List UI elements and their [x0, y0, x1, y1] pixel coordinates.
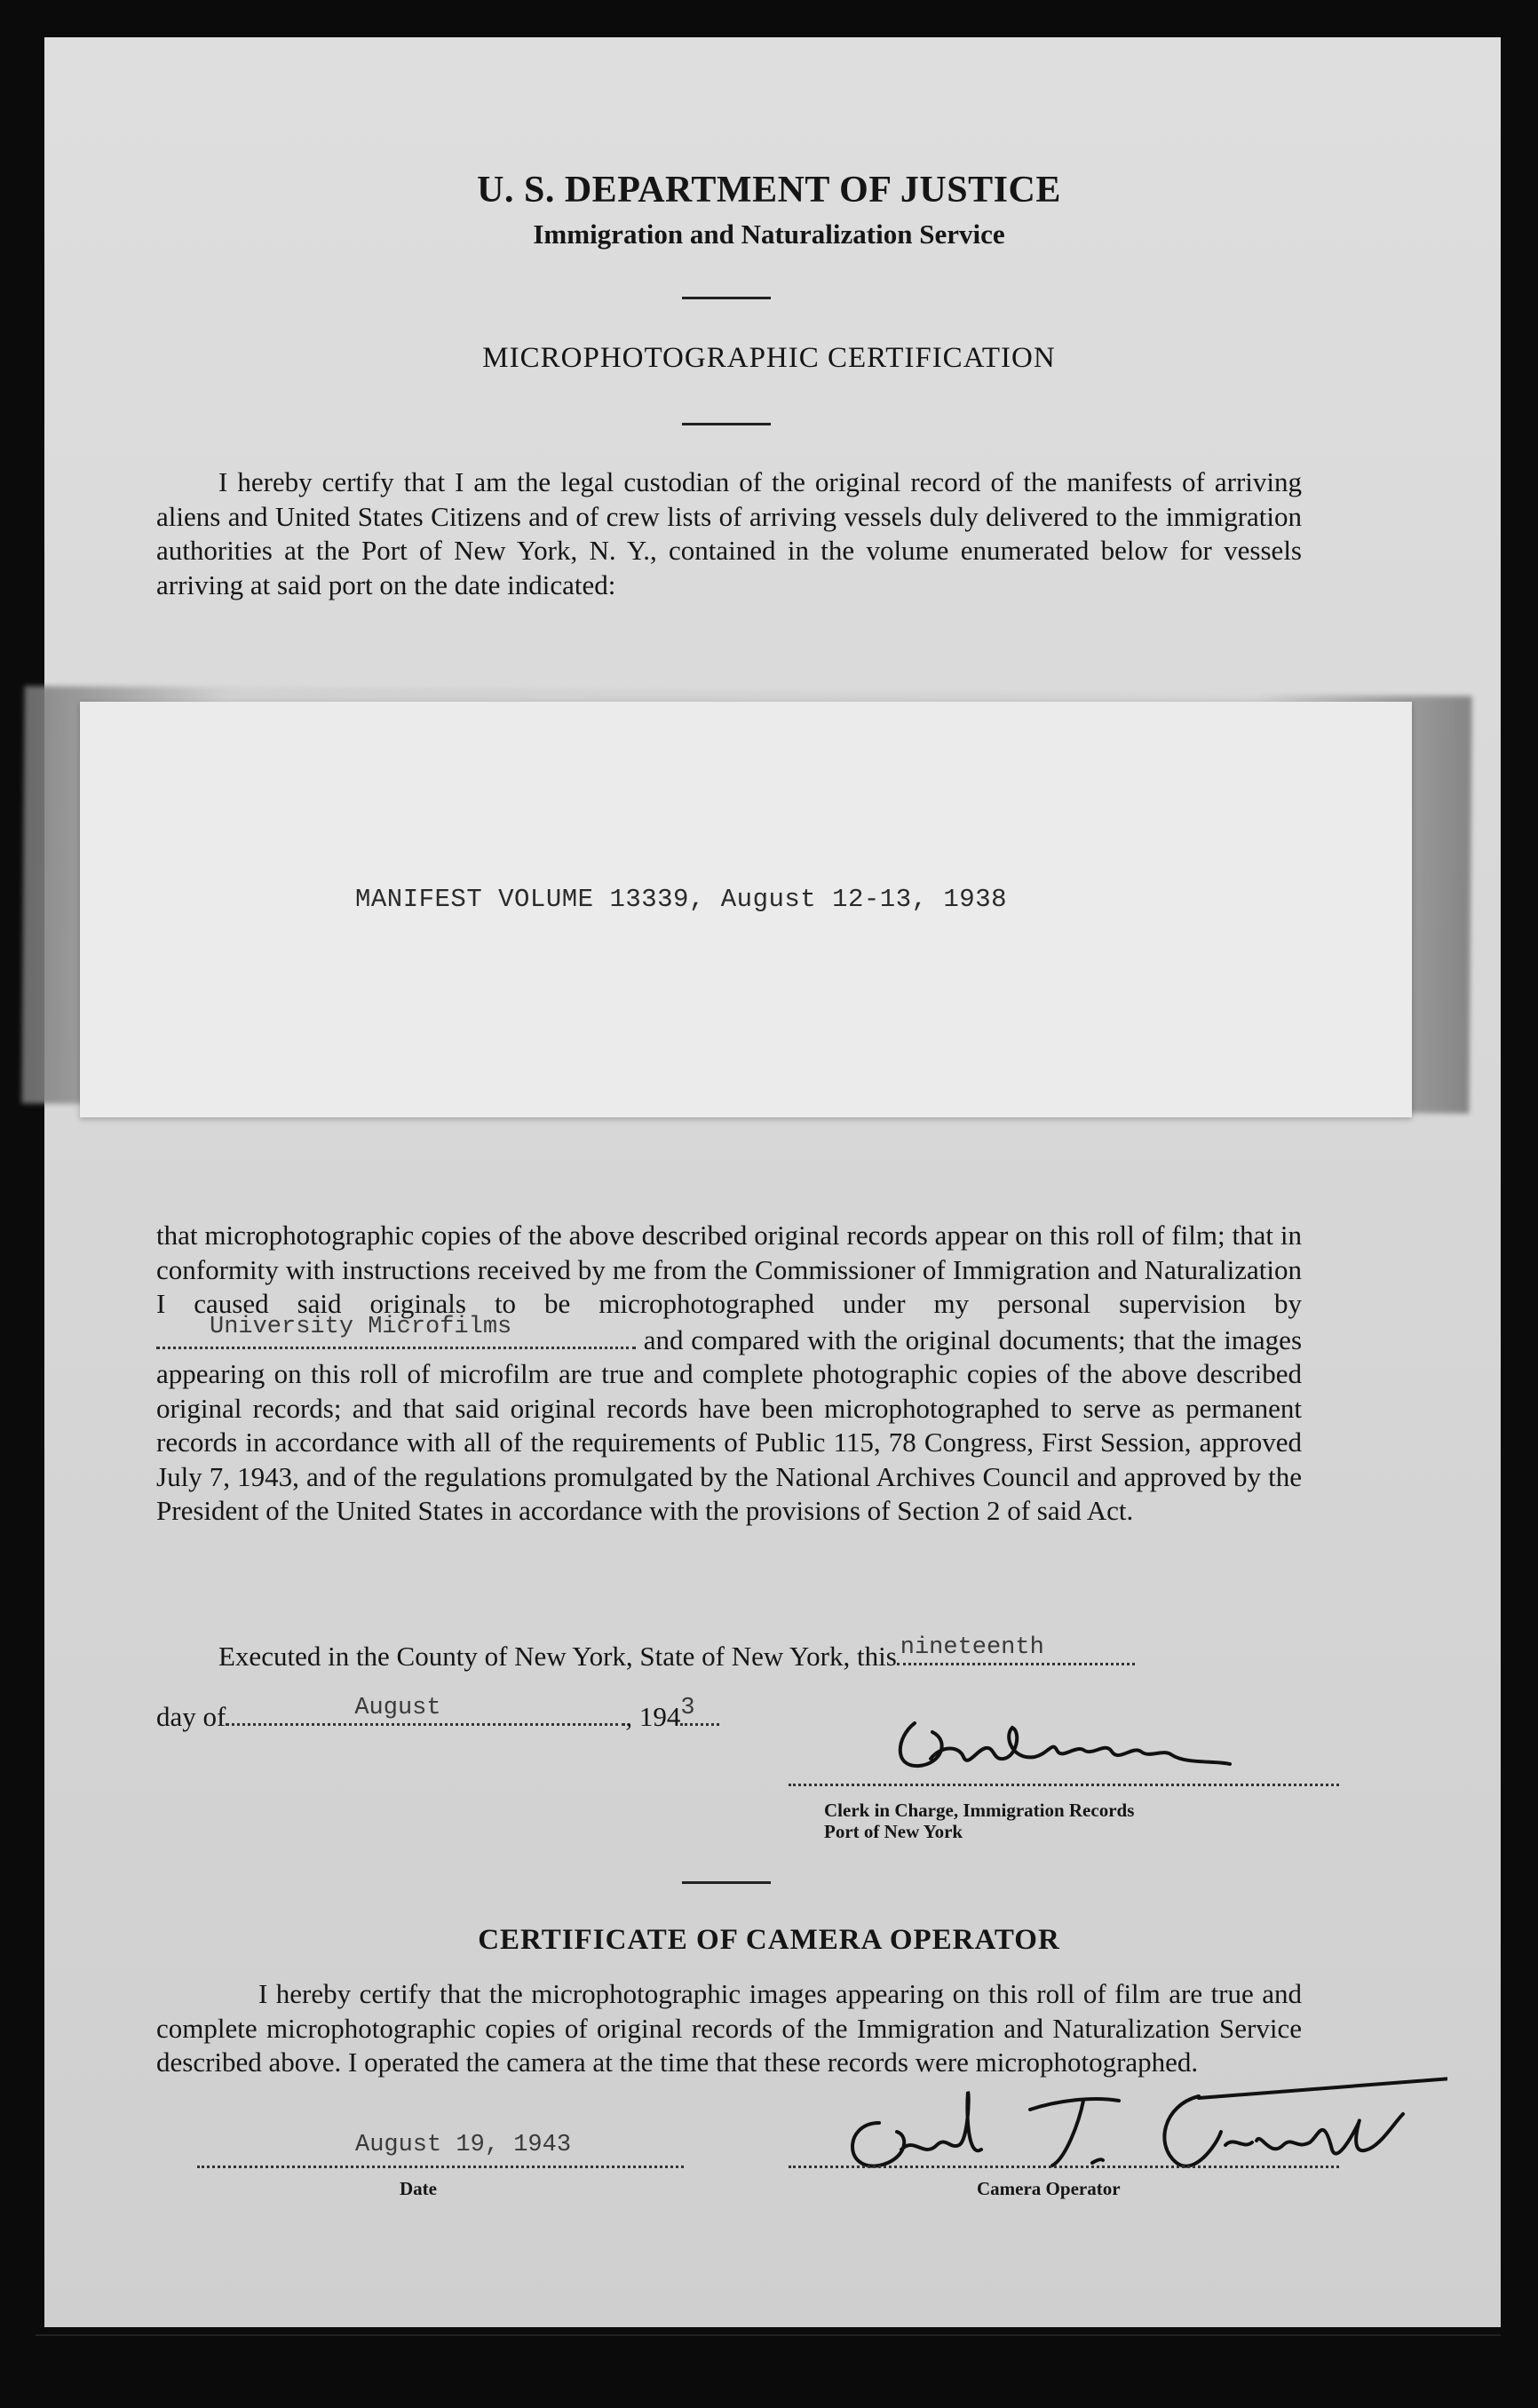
- executed-line: [218, 1634, 1135, 1673]
- month-value: August: [354, 1695, 441, 1721]
- document-title: MICROPHOTOGRAPHIC CERTIFICATION: [482, 342, 1056, 374]
- clerk-title: [824, 1800, 1134, 1842]
- clerk-title-line-1: Clerk in Charge, Immigration Records: [824, 1800, 1135, 1821]
- divider: [682, 423, 771, 425]
- camera-certificate-statement: I hereby certify that the microphotographic images appearing on this roll of film are true and complete microphotographic copies of original records of the Immigration and Naturalization Service described above. I operated the camera at the time that these records were microphotographed.: [156, 1978, 1302, 2078]
- clerk-signature: [879, 1705, 1252, 1785]
- microfilmed-by-field: [156, 1314, 636, 1349]
- statement-part-1: that microphotographic copies of the above described original records appear on this roll of film; that in conformity with instructions received by me from the Commissioner of Immigration and Naturalization I caused said originals to be microphotographed under my personal supervision by: [156, 1220, 1302, 1319]
- divider: [682, 297, 771, 299]
- clerk-signature-line: [789, 1784, 1339, 1786]
- agency-heading: U. S. DEPARTMENT OF JUSTICE: [477, 170, 1061, 211]
- camera-operator-line: [789, 2166, 1339, 2168]
- film-edge: [36, 2334, 1501, 2336]
- month-field: [226, 1695, 625, 1726]
- day-value: nineteenth: [900, 1634, 1044, 1661]
- divider: [682, 1881, 771, 1884]
- custodian-statement: I hereby certify that I am the legal custodian of the original record of the manifests of arriving aliens and United States Citizens and of crew lists of arriving vessels duly delivered to the immigration authorities at the Port of New York, N. Y., contained in the volume enumerated below for vessels arriving at said port on the date indicated:: [156, 466, 1302, 600]
- day-field: [897, 1634, 1135, 1665]
- service-subheading: Immigration and Naturalization Service: [533, 219, 1005, 250]
- year-field: [680, 1695, 719, 1726]
- executed-text: Executed in the County of New York, State of New York, this: [218, 1641, 897, 1672]
- camera-operator-caption: Camera Operator: [977, 2178, 1121, 2199]
- day-of-line: [156, 1695, 719, 1733]
- microfilmed-by-value: University Microfilms: [210, 1314, 512, 1340]
- day-of-text: day of: [156, 1701, 226, 1732]
- manifest-volume-label: MANIFEST VOLUME 13339, August 12-13, 1938: [355, 885, 1008, 914]
- statement-part-2: and compared with the original documents; that the images appearing on this roll of microfilm are true and complete photographic copies of the above described original records; and that said original records have been microphotographed to serve as permanent records in accordance with all of the requirements of Public 115, 78 Congress, First Session, approved July 7, 1943, and of the regulations promulgated by the National Archives Council and approved by the President of the United States in accordance with the provisions of Section 2 of said Act.: [156, 1323, 1303, 1526]
- camera-date-value: August 19, 1943: [355, 2132, 572, 2158]
- date-caption: Date: [400, 2178, 437, 2199]
- date-line: [197, 2166, 684, 2168]
- camera-certificate-heading: CERTIFICATE OF CAMERA OPERATOR: [478, 1924, 1060, 1956]
- year-value: 3: [680, 1695, 695, 1721]
- year-prefix: , 194: [625, 1701, 681, 1732]
- certification-statement: [156, 1219, 1302, 1529]
- clerk-title-line-2: Port of New York: [824, 1821, 963, 1842]
